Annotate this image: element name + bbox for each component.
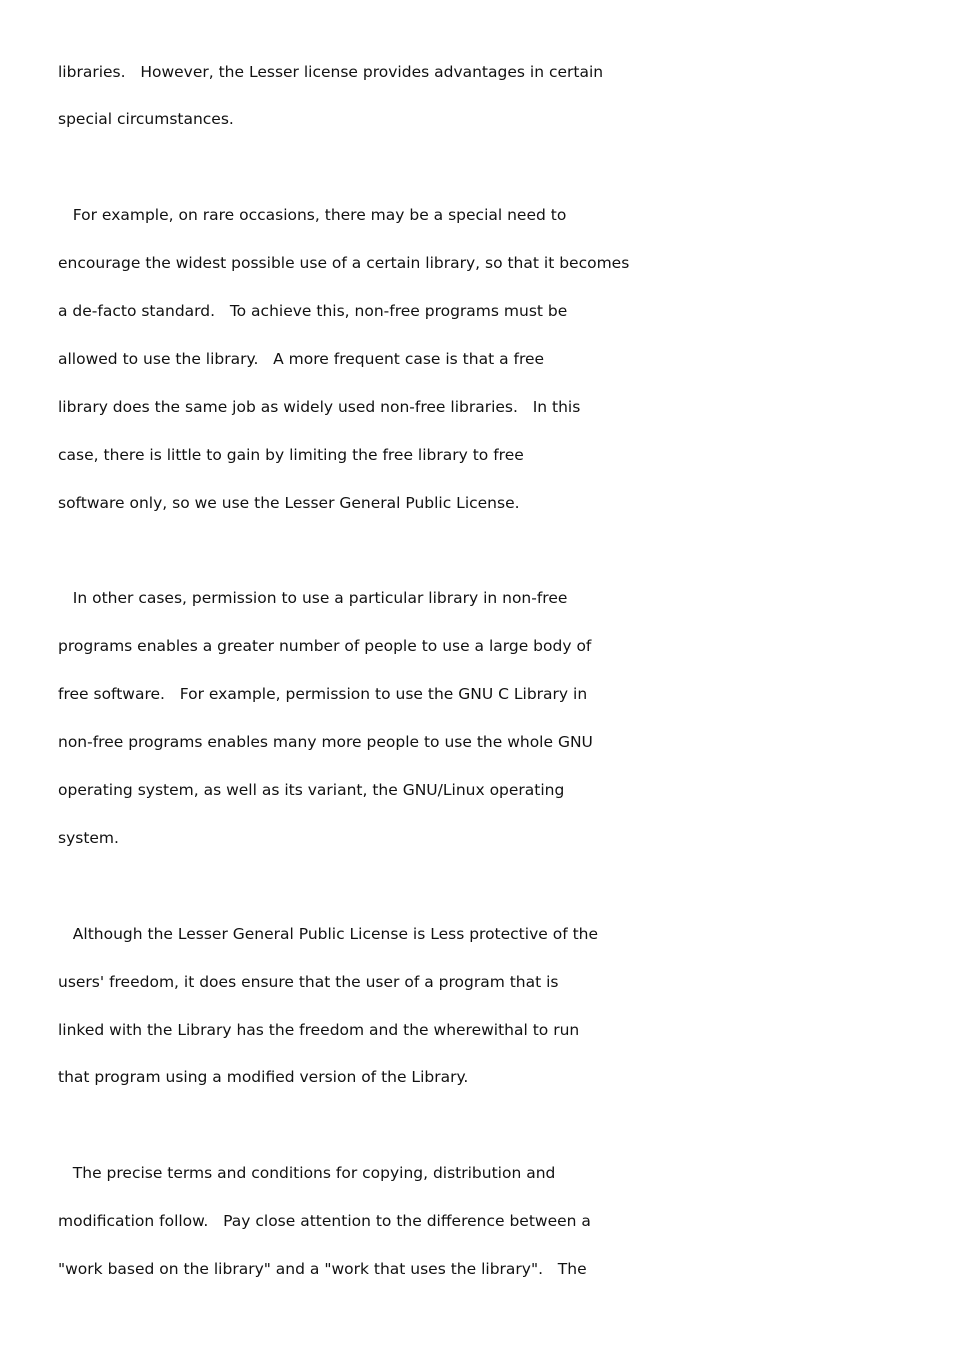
text-line: For example, on rare occasions, there may be a special need to [58,206,567,224]
text-line: software only, so we use the Lesser General Public License. [58,494,520,512]
text-line: encourage the widest possible use of a certain library, so that it becomes [58,254,630,272]
text-line: libraries. However, the Lesser license provides advantages in certain [58,63,604,81]
text-line: linked with the Library has the freedom and the wherewithal to run [58,1021,580,1039]
text-line: The precise terms and conditions for copying, distribution and [58,1164,556,1182]
text-line: operating system, as well as its variant, the GNU/Linux operating [58,781,565,799]
text-line: case, there is little to gain by limiting the free library to free [58,446,524,464]
text-line: system. [58,829,119,847]
text-line: special circumstances. [58,110,234,128]
text-line: free software. For example, permission to use the GNU C Library in [58,685,588,703]
text-line: In other cases, permission to use a particular library in non-free [58,589,568,607]
text-line: library does the same job as widely used non-free libraries. In this [58,398,581,416]
text-line: Although the Lesser General Public License is Less protective of the [58,925,599,943]
text-line: modification follow. Pay close attention to the difference between a [58,1212,591,1230]
text-line: allowed to use the library. A more frequent case is that a free [58,350,545,368]
text-line: users' freedom, it does ensure that the user of a program that is [58,973,559,991]
text-line: that program using a modified version of the Library. [58,1068,469,1086]
text-line: programs enables a greater number of people to use a large body of [58,637,592,655]
text-line: non-free programs enables many more people to use the whole GNU [58,733,593,751]
text-line: "work based on the library" and a "work that uses the library". The [58,1260,587,1278]
text-line: a de-facto standard. To achieve this, non-free programs must be [58,302,568,320]
